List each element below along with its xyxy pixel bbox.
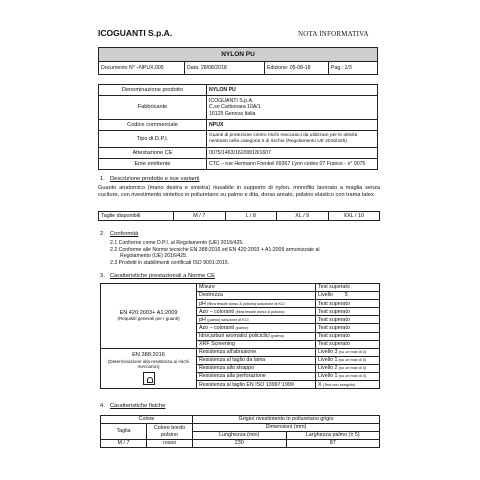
info-label: Fabbricante: [99, 96, 207, 120]
perf-result: Test superato: [316, 308, 380, 316]
std-en420-name: EN 420:2003+ A1:2009: [119, 309, 178, 316]
manufacturer-line: ICOGUANTI S.p.A.: [209, 98, 254, 105]
dpi-line: Guanti di protezione contro rischi meccanici da utilizzare per le attività: [209, 133, 358, 139]
perf-test: Misure: [197, 284, 316, 292]
conformity-item: 2.1 Conforme come D.P.I. al Regolamento (UE) 2016/425.: [110, 240, 244, 246]
perf-test: Resistenza allo strappo: [197, 364, 316, 372]
perf-test: XRF Screening: [197, 340, 316, 348]
perf-result: Livello 3 (su un max di 4): [316, 348, 380, 356]
sizes-label: Taglie disponibili: [99, 212, 174, 221]
info-label: Attestazione CE: [99, 148, 207, 159]
phys-cell: M / 7: [101, 440, 147, 448]
std-en420-sub: (Requisiti generali per i guanti): [117, 316, 180, 322]
perf-result: Test superato: [316, 332, 380, 340]
info-value: 0075/1463/162/08/18/1607: [207, 148, 378, 159]
conformity-item: 2.3 Prodotti in stabilimenti certificati ISO 9001:2015.: [110, 259, 230, 266]
std-en420-cell: [101, 284, 197, 349]
info-value-manufacturer: [207, 96, 378, 120]
dpi-line: rientranti nella categoria II di rischio (Regolamento UE 2016/425).: [209, 139, 349, 144]
doc-date: Data: 28/08/2018: [185, 62, 265, 74]
performance-table: [100, 283, 380, 389]
perf-test: Resistenza all'abrasione: [197, 348, 316, 356]
perf-test: Azo – coloranti (palmo): [197, 324, 316, 332]
std-en388-cell: [101, 348, 197, 388]
section-1-description: Guanto anatomico (mano destra e sinistra) riusabile in supporto di nylon, monofilo lavorato a maglia senza cuciture, con rivestimento sintetico in poliuretano su palmo e dita, dorso areato, polsino elastico con trama latex.: [98, 185, 380, 199]
phys-cell: 230: [193, 440, 287, 448]
sizes-table: [98, 211, 380, 221]
section-2-heading: 2. Conformità: [100, 231, 139, 237]
section-3-heading: 3. Caratteristiche prestazionali a Norme CE: [100, 273, 216, 279]
perf-result: Test superato: [316, 324, 380, 332]
perf-result: Test superato: [316, 284, 380, 292]
info-label: Ente emittente: [99, 159, 207, 170]
size-cell: M / 7: [174, 212, 226, 221]
doc-number: Documento N° –NPUX.005: [99, 62, 185, 74]
phys-head-larg: Larghezza palmo (± 5): [286, 432, 380, 440]
product-info-table: [98, 84, 378, 170]
phys-head-grigio: Grigio/ rivestimento in poliuretano grigio: [193, 416, 380, 424]
document-kind: NOTA INFORMATIVA: [298, 30, 369, 38]
phys-cell: 87: [286, 440, 380, 448]
perf-result: Test superato: [316, 316, 380, 324]
info-value: NPUX: [207, 120, 378, 131]
perf-result: Test superato: [316, 300, 380, 308]
product-title: NYLON PU: [99, 48, 377, 62]
phys-head-bordo: Colore bordo polsino: [147, 424, 193, 440]
info-value: NYLON PU: [207, 85, 378, 96]
info-value: CTC – rue Hermann Frenkel 69367 Lyon cedex 07 France - n° 0075: [207, 159, 378, 170]
std-en388-name: EN 388:2016: [132, 352, 165, 359]
perf-result: Test superato: [316, 340, 380, 348]
perf-test: Destrezza: [197, 292, 316, 300]
perf-result: X (Test non eseguito): [316, 381, 380, 389]
phys-head-dim: Dimensioni (mm): [193, 424, 380, 432]
std-en388-sub: (Determinazione alla resistenza ai rischi meccanici): [107, 358, 190, 370]
company-name: ICOGUANTI S.p.A.: [98, 28, 173, 38]
size-cell: XL / 9: [277, 212, 329, 221]
phys-head-colori: Colore: [101, 416, 193, 424]
perf-result: Livello 2 (su un max di 4): [316, 364, 380, 372]
phys-head-lung: Lunghezza (min): [193, 432, 287, 440]
info-label: Codice commerciale: [99, 120, 207, 131]
doc-page: Pag.: 1/3: [331, 65, 352, 71]
info-label: Denominazione prodotto: [99, 85, 207, 96]
perf-test: Resistenza al taglio EN ISO 13997:1999: [197, 381, 316, 389]
section-1-heading: 1. Descrizione prodotto e sue varianti: [100, 176, 200, 182]
size-cell: XXL / 10: [328, 212, 380, 221]
phys-cell: rosso: [147, 440, 193, 448]
info-label: Tipo di D.P.I.: [99, 131, 207, 148]
conformity-item: 2.2 Conforme alle Norme tecniche EN 388:2016 ed EN 420:2003 + A1:2009 armonizzate al: [110, 246, 320, 253]
manufacturer-line: C.so Carbonara 10A/1: [209, 104, 261, 111]
perf-test: Resistenza alla perforazione: [197, 373, 316, 381]
perf-test: Azo – coloranti (fibra tessile dorso & polsino): [197, 308, 316, 316]
phys-head-taglia: Taglia: [101, 424, 147, 440]
perf-test: Idrocarburi aromatici policiclici (palmo): [197, 332, 316, 340]
conformity-item: Regolamento (UE) 2016/425.: [120, 253, 188, 260]
hammer-shield-icon: [143, 372, 155, 385]
info-value-dpi-type: [207, 131, 378, 148]
conformity-list: [110, 240, 380, 266]
doc-edition: Edizione: 05-08-18: [265, 62, 329, 74]
document-header-box: [98, 47, 378, 75]
header-meta-row: [99, 62, 377, 74]
perf-test: pH (fibra tessile dorso & polsino) soluzione di KCl: [197, 300, 316, 308]
perf-test: Resistenza al taglio da lama: [197, 356, 316, 364]
perf-result: Livello 5: [316, 292, 380, 300]
size-cell: L / 8: [225, 212, 277, 221]
perf-result: Livello 1 (su un max di 5): [316, 356, 380, 364]
physical-table: [100, 415, 380, 448]
perf-test: pH (palmo) soluzione di KCl: [197, 316, 316, 324]
perf-result: Livello 1 (su un max di 4): [316, 373, 380, 381]
section-4-heading: 4. Caratteristiche fisiche: [100, 403, 166, 409]
manufacturer-line: 16125 Genova Italia: [209, 110, 256, 117]
